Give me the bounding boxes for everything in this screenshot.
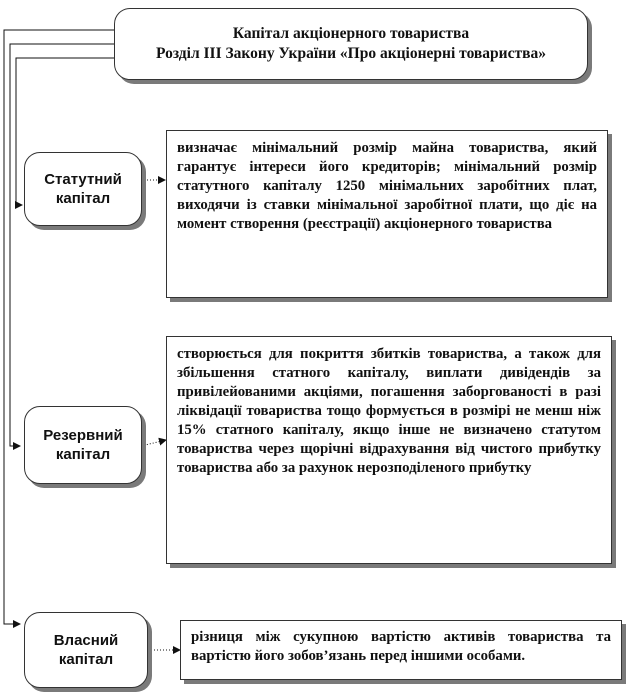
label-statutnyi: [24, 152, 142, 226]
desc-vlasnyi-text: різниця між сукупною вартістю активів товариства та вартістю його зобов’язань перед іншими особами.: [191, 629, 611, 664]
connector-to-vlasnyi: [4, 30, 114, 624]
label-statutnyi-line2: капітал: [55, 190, 111, 207]
label-vlasnyi-line2: капітал: [58, 651, 114, 668]
desc-vlasnyi: [180, 620, 622, 680]
connector-to-rezervnyi: [10, 44, 114, 446]
desc-statutnyi-text: визначає мінімальний розмір майна товариства, який гарантує інтереси його кредиторів; мінімальний розмір статутного капіталу 1250 мінімальних заробітних плат, виходячи із ставки мінімальної заробітної плати, що діє на момент створення (реєстрації) акціонерного товариства: [177, 140, 597, 232]
title-line2: Розділ ІІІ Закону України «Про акціонерні товариства»: [156, 45, 546, 62]
label-rezervnyi-line1: Резервний: [43, 427, 123, 444]
arrow-rezervnyi-desc: [141, 440, 166, 446]
desc-rezervnyi-text: створюється для покриття збитків товариства, а також для збільшення статного капіталу, виплати дивідендів за привілейованими акціями, погашення заборгованості в разі ліквідації товариства тощо формується в розмірі не менш ніж 15% статного капіталу, якщо інше не визначено статутом товариства через щорічні відрахування від чистого прибутку товариства або за рахунок нерозподіленого прибутку: [177, 346, 601, 476]
title-box: [114, 8, 588, 80]
label-statutnyi-line1: Статутний: [44, 171, 122, 188]
label-vlasnyi-line1: Власний: [53, 632, 119, 649]
title-line1: Капітал акціонерного товариства: [232, 25, 470, 42]
label-rezervnyi-line2: капітал: [55, 446, 111, 463]
label-rezervnyi: [24, 406, 142, 484]
label-vlasnyi: [24, 612, 148, 688]
desc-statutnyi: [166, 130, 608, 298]
desc-rezervnyi: [166, 336, 612, 564]
